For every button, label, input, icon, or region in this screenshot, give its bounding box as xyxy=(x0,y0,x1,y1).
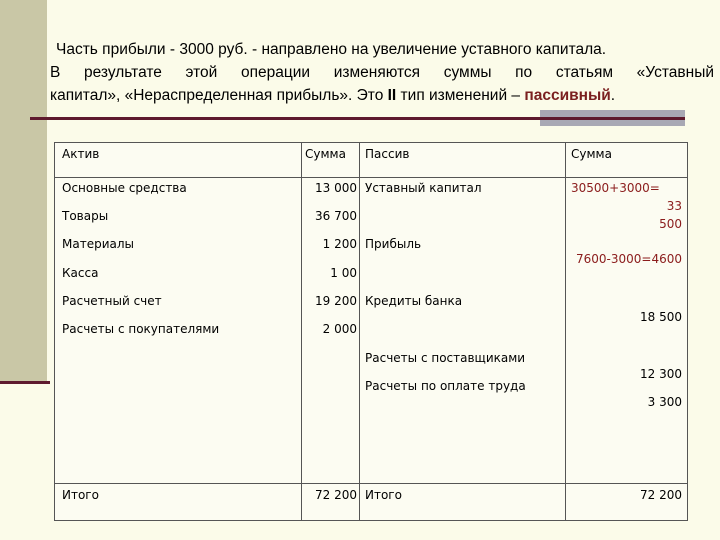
table-hline xyxy=(55,177,687,178)
change-type-number: II xyxy=(387,87,397,104)
capital-result-part1: 33 xyxy=(666,199,682,213)
header-summa-passiv: Сумма xyxy=(571,147,612,161)
passiv-item-name: Расчеты с поставщиками xyxy=(365,351,526,365)
aktiv-item-name: Касса xyxy=(62,266,99,280)
aktiv-item-sum: 1 00 xyxy=(330,266,357,280)
passiv-item-name: Кредиты банка xyxy=(365,294,463,308)
passiv-item-name: Расчеты по оплате труда xyxy=(365,379,526,393)
intro-line-2: В результате этой операции изменяются суммы по статьям «Уставный xyxy=(50,64,714,81)
aktiv-item-sum: 13 000 xyxy=(315,181,357,195)
table-vline xyxy=(565,143,566,520)
intro-line-3 xyxy=(50,84,714,107)
intro-line-3-mid: тип изменений – xyxy=(396,87,525,104)
suppliers-sum: 12 300 xyxy=(640,367,682,381)
profit-calculation: 7600-3000=4600 xyxy=(575,252,682,266)
intro-line-3-end: . xyxy=(610,87,616,104)
table-hline xyxy=(55,483,687,484)
total-label-aktiv: Итого xyxy=(62,488,99,502)
decorative-side-bar xyxy=(0,0,47,383)
aktiv-item-name: Расчетный счет xyxy=(62,294,162,308)
header-passiv: Пассив xyxy=(365,147,410,161)
table-vline xyxy=(359,143,360,520)
total-sum-passiv: 72 200 xyxy=(640,488,682,502)
payroll-sum: 3 300 xyxy=(647,395,682,409)
intro-line-3-start: капитал», «Нераспределенная прибыль». Это xyxy=(50,87,388,104)
aktiv-item-name: Расчеты с покупателями xyxy=(62,322,220,336)
intro-text xyxy=(50,38,714,107)
header-aktiv: Актив xyxy=(62,147,100,161)
aktiv-item-name: Материалы xyxy=(62,237,134,251)
total-label-passiv: Итого xyxy=(365,488,402,502)
aktiv-item-name: Товары xyxy=(62,209,109,223)
passiv-item-name: Уставный капитал xyxy=(365,181,482,195)
aktiv-item-name: Основные средства xyxy=(62,181,187,195)
total-sum-aktiv: 72 200 xyxy=(315,488,357,502)
header-summa-aktiv: Сумма xyxy=(305,147,346,161)
capital-calculation: 30500+3000= xyxy=(571,181,660,195)
aktiv-item-sum: 1 200 xyxy=(322,237,357,251)
table-vline xyxy=(301,143,302,520)
credits-sum: 18 500 xyxy=(640,310,682,324)
aktiv-item-sum: 36 700 xyxy=(315,209,357,223)
title-divider xyxy=(30,117,685,120)
aktiv-item-sum: 19 200 xyxy=(315,294,357,308)
balance-table xyxy=(54,142,688,521)
aktiv-item-sum: 2 000 xyxy=(322,322,357,336)
passiv-item-name: Прибыль xyxy=(365,237,422,251)
intro-line-1: Часть прибыли - 3000 руб. - направлено на увеличение уставного капитала. xyxy=(56,41,607,58)
decorative-side-line xyxy=(0,381,50,384)
change-type-label: пассивный xyxy=(524,87,611,104)
capital-result-part2: 500 xyxy=(659,217,682,231)
